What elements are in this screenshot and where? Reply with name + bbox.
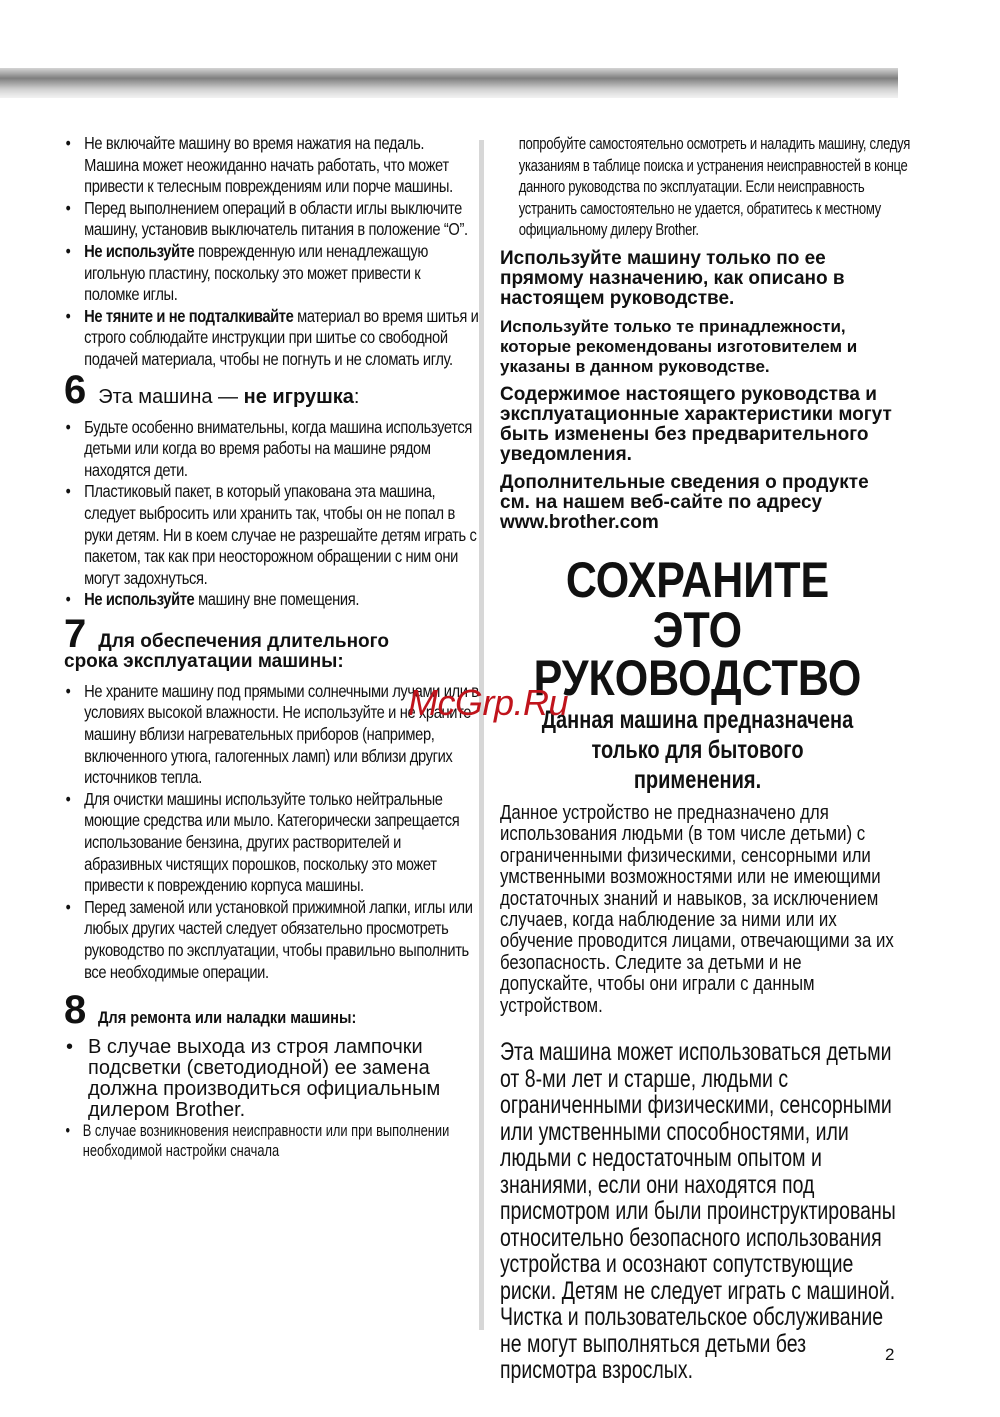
- save-heading-line2: РУКОВОДСТВО: [533, 649, 862, 706]
- list-item: • В случае возникновения неисправности или при выполнении необходимой настройки сначала: [64, 1121, 473, 1161]
- list-item: • Не храните машину под прямыми солнечными лучами или в условиях высокой влажности. Не используйте и не храните машину вблизи нагревательных приборов (например, включенного утюга, галогенных ламп) или вблизи других источников тепла.: [64, 681, 479, 789]
- page-number: 2: [885, 1345, 895, 1364]
- watermark: McGrp.Ru: [408, 682, 569, 723]
- section-number: 8: [64, 988, 87, 1033]
- notice-bold-2: Используйте только те принадлежности, которые рекомендованы изготовителем и указаны в данном руководстве.: [500, 316, 858, 376]
- household-use-notice: Данная машина предназначена только для бытового применения.: [541, 705, 854, 794]
- list-item: • Будьте особенно внимательны, когда машина используется детьми или когда во время работы на машине рядом находятся дети.: [64, 417, 479, 482]
- list-item: • Не тяните и не подталкивайте материал во время шитья и строго соблюдайте инструкции при шитье со свободной подачей материала, чтобы не погнуть и не сломать иглу.: [64, 306, 479, 371]
- list-item: • Не используйте машину вне помещения.: [64, 589, 479, 611]
- continuation-text: попробуйте самостоятельно осмотреть и наладить машину, следуя указаниям в таблице поиска и устранения неисправностей в конце данного руководства по эксплуатации. Если неисправность устранить самостоятельно не удается, обратитесь к местному официальному дилеру Brother.: [518, 134, 910, 240]
- header-gradient-bar: [0, 68, 898, 98]
- notice-bold-4: Дополнительные сведения о продукте см. на нашем веб-сайте по адресу www.brother.com: [500, 471, 869, 533]
- safety-bullets-top: [64, 133, 479, 371]
- section-title: Эта машина — не игрушка:: [98, 385, 360, 408]
- section-number: 6: [64, 367, 87, 412]
- list-item: • Не включайте машину во время нажатия на педаль. Машина может неожиданно начать работать, что может привести к телесным повреждениям или порче машины.: [64, 133, 479, 198]
- section-title-line2: срока эксплуатации машины:: [64, 650, 344, 672]
- section-8-heading: [64, 989, 464, 1031]
- list-item: • Не используйте поврежденную или ненадлежащую игольную пластину, поскольку это может привести к поломке иглы.: [64, 241, 479, 306]
- section-6-heading: [64, 369, 464, 411]
- children-age-paragraph: Эта машина может использоваться детьми от 8-ми лет и старше, людьми с ограниченными физическими, сенсорными или умственными способностями, или людьми с недостаточным опытом и знаниями, если они находятся под присмотром или были проинструктированы относительно безопасного использования устройства и осознают сопутствующие риски. Детям не следует играть с машиной. Чистка и пользовательское обслуживание не могут выполняться детьми без присмотра взрослых.: [500, 1038, 896, 1385]
- section-number: 7: [64, 611, 87, 656]
- section-6-bullets: [64, 416, 477, 611]
- list-item: • Перед заменой или установкой прижимной лапки, иглы или любых других частей следует обязательно просмотреть руководство по эксплуатации, чтобы правильно выполнить все необходимые операции.: [64, 897, 479, 983]
- column-divider: [479, 140, 484, 1330]
- list-item: • В случае выхода из строя лампочки подсветки (светодиодной) ее замена должна производиться официальным дилером Brother.: [64, 1037, 464, 1121]
- disability-notice-paragraph: Данное устройство не предназначено для использования людьми (в том числе детьми) с ограниченными физическими, сенсорными или умственными возможностями или не имеющими достаточных знаний и навыков, за исключением случаев, когда наблюдение за ними или их обучение проводится лицами, отвечающими за их безопасность. Следите за детьми и не допускайте, чтобы они играли с данным устройством.: [500, 801, 894, 1017]
- notice-bold-3: Содержимое настоящего руководства и эксплуатационные характеристики могут быть изменены без предварительного уведомления.: [500, 383, 892, 465]
- section-8-bullets-small: [64, 1121, 464, 1161]
- list-item: • Перед выполнением операций в области иглы выключите машину, установив выключатель питания в положение “O”.: [64, 198, 479, 241]
- right-column: [500, 133, 910, 1385]
- section-7-bullets: [64, 680, 479, 983]
- save-heading-line1: СОХРАНИТЕ ЭТО: [565, 551, 830, 658]
- notice-bold-1: Используйте машину только по ее прямому назначению, как описано в настоящем руководстве.: [500, 247, 845, 309]
- section-8-bullets: [64, 1037, 464, 1121]
- list-item: • Пластиковый пакет, в который упакована эта машина, следует выбросить или хранить так, чтобы он не попал в руки детям. Ни в коем случае не разрешайте детям играть с пакетом, так как при неосторожном обращении с ним они могут задохнуться.: [64, 481, 479, 589]
- section-title: Для ремонта или наладки машины:: [98, 1008, 357, 1028]
- section-title: Для обеспечения длительного: [98, 630, 389, 652]
- left-column: [64, 133, 479, 1161]
- list-item: • Для очистки машины используйте только нейтральные моющие средства или мыло. Категорически запрещается использование бензина, других растворителей и абразивных чистящих порошков, поскольку это может привести к повреждению корпуса машины.: [64, 789, 479, 897]
- section-7-heading: [64, 613, 464, 655]
